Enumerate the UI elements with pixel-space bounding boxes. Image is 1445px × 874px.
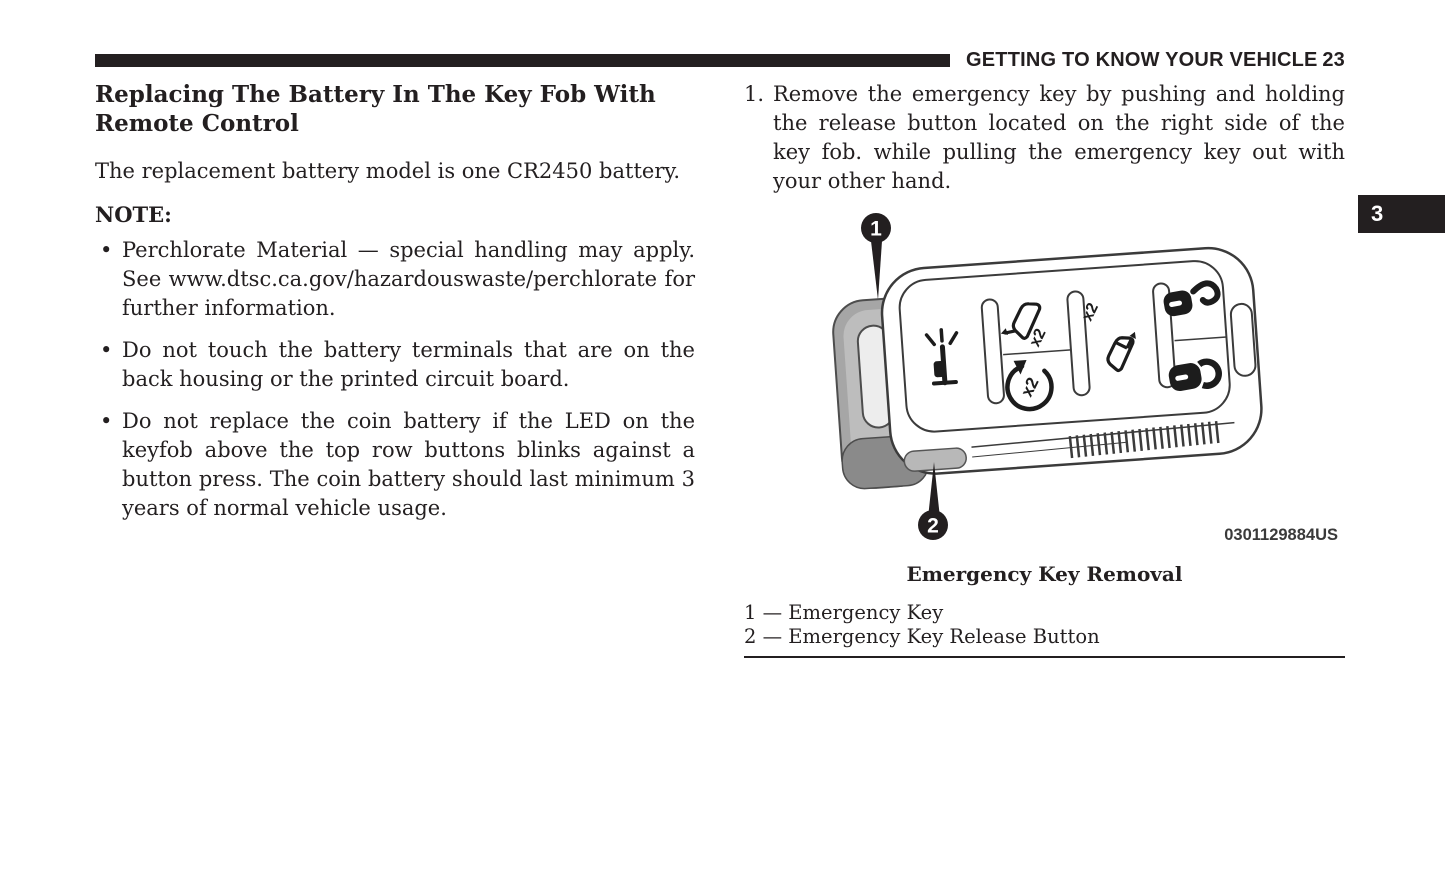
page-number: 23 xyxy=(1322,48,1345,71)
header-rule-bar xyxy=(95,54,950,67)
legend-item: 2 — Emergency Key Release Button xyxy=(744,625,1100,648)
note-label: NOTE: xyxy=(95,202,172,227)
figure-caption: Emergency Key Removal xyxy=(906,562,1183,586)
chapter-tab xyxy=(1358,195,1445,233)
left-column xyxy=(95,80,695,536)
page-header xyxy=(95,48,1345,72)
step-number: 1. xyxy=(744,82,765,106)
note-bullet-list xyxy=(95,236,695,523)
bullet-item: • Do not replace the coin battery if the LED on the keyfob above the top row buttons blinks against a button press. The coin battery should last minimum 3 years of normal vehicle usage. xyxy=(95,407,695,523)
legend-rule xyxy=(744,656,1345,658)
svg-text:x2: x2 xyxy=(1017,374,1043,400)
keyfob-illustration xyxy=(820,200,1360,560)
side-panic-button xyxy=(1230,303,1256,376)
keyfob-figure xyxy=(744,200,1345,658)
bullet-item: • Perchlorate Material — special handling may apply. See www.dtsc.ca.gov/hazardouswaste/perchlorate for further information. xyxy=(95,236,695,323)
section-heading: Replacing The Battery In The Key Fob With Remote Control xyxy=(95,81,656,137)
callout-1 xyxy=(861,213,891,300)
svg-text:1: 1 xyxy=(870,217,882,241)
keyfob-body xyxy=(829,245,1265,490)
numbered-step xyxy=(744,80,1345,196)
figure-legend xyxy=(744,601,1345,649)
intro-paragraph: The replacement battery model is one CR2450 battery. xyxy=(95,159,681,183)
svg-text:x2: x2 xyxy=(1026,326,1050,350)
right-column xyxy=(744,80,1345,658)
step-text: Remove the emergency key by pushing and holding the release button located on the right side of the key fob. while pulling the emergency key out with your other hand. xyxy=(773,82,1345,193)
chapter-title: GETTING TO KNOW YOUR VEHICLE xyxy=(966,48,1318,71)
svg-text:x2: x2 xyxy=(1078,300,1103,324)
emergency-key-release-button xyxy=(904,447,967,471)
chapter-tab-number: 3 xyxy=(1371,201,1384,226)
legend-item: 1 — Emergency Key xyxy=(744,601,944,624)
bullet-item: • Do not touch the battery terminals that are on the back housing or the printed circuit board. xyxy=(95,336,695,394)
figure-code: 0301129884US xyxy=(1224,526,1338,544)
running-header xyxy=(966,49,1345,72)
svg-text:2: 2 xyxy=(927,514,939,538)
